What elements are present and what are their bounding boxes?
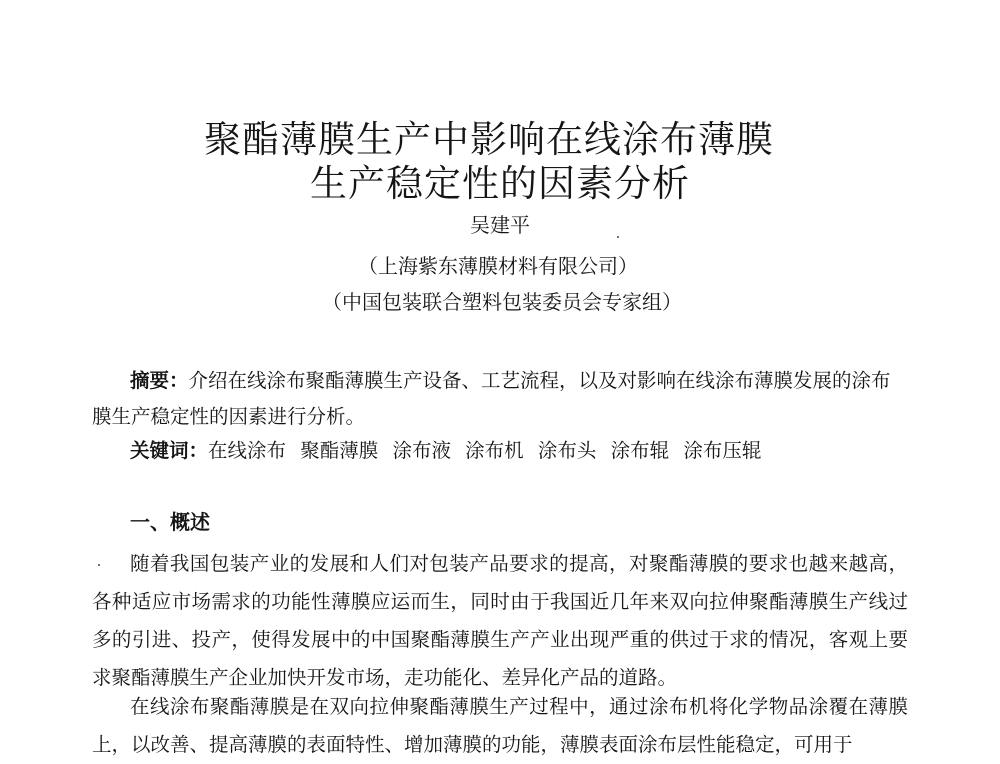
- abstract: [92, 363, 908, 435]
- title-line-1: 聚酯薄膜生产中影响在线涂布薄膜: [204, 118, 774, 161]
- scan-speck: [98, 564, 100, 566]
- abstract-text: 介绍在线涂布聚酯薄膜生产设备、工艺流程，以及对影响在线涂布薄膜发展的涂布膜生产稳定性的因素进行分析。: [92, 369, 891, 428]
- keyword: 涂布辊: [610, 439, 670, 462]
- affiliation-1: （上海紫东薄膜材料有限公司）: [358, 254, 638, 278]
- scan-speck: [617, 236, 619, 238]
- keyword: 聚酯薄膜: [300, 439, 379, 462]
- abstract-label: 摘要：: [130, 369, 189, 392]
- body-paragraph: 在线涂布聚酯薄膜是在双向拉伸聚酯薄膜生产过程中，通过涂布机将化学物品涂覆在薄膜上，以改善、提高薄膜的表面特性、增加薄膜的功能，薄膜表面涂布层性能稳定，可用于: [92, 695, 908, 756]
- author-name: 吴建平: [470, 213, 530, 237]
- section-heading: 一、概述: [130, 510, 210, 534]
- affiliation-2: （中国包装联合塑料包装委员会专家组）: [322, 290, 682, 314]
- keyword: 在线涂布: [208, 439, 287, 462]
- keyword: 涂布液: [392, 439, 451, 462]
- paper-title: [0, 118, 1000, 206]
- body-paragraph: 随着我国包装产业的发展和人们对包装产品要求的提高，对聚酯薄膜的要求也越来越高，各种适应市场需求的功能性薄膜应运而生，同时由于我国近几年来双向拉伸聚酯薄膜生产线过多的引进、投产，使得发展中的中国聚酯薄膜生产产业出现严重的供过于求的情况，客观上要求聚酯薄膜生产企业加快开发市场，走功能化、差异化产品的道路。: [92, 552, 908, 689]
- keywords: [130, 435, 769, 467]
- title-line-2: 生产稳定性的因素分析: [310, 162, 690, 205]
- keyword: 涂布机: [465, 439, 524, 462]
- keywords-label: 关键词：: [130, 439, 209, 462]
- keyword: 涂布压辊: [683, 439, 762, 462]
- keyword: 涂布头: [537, 439, 597, 462]
